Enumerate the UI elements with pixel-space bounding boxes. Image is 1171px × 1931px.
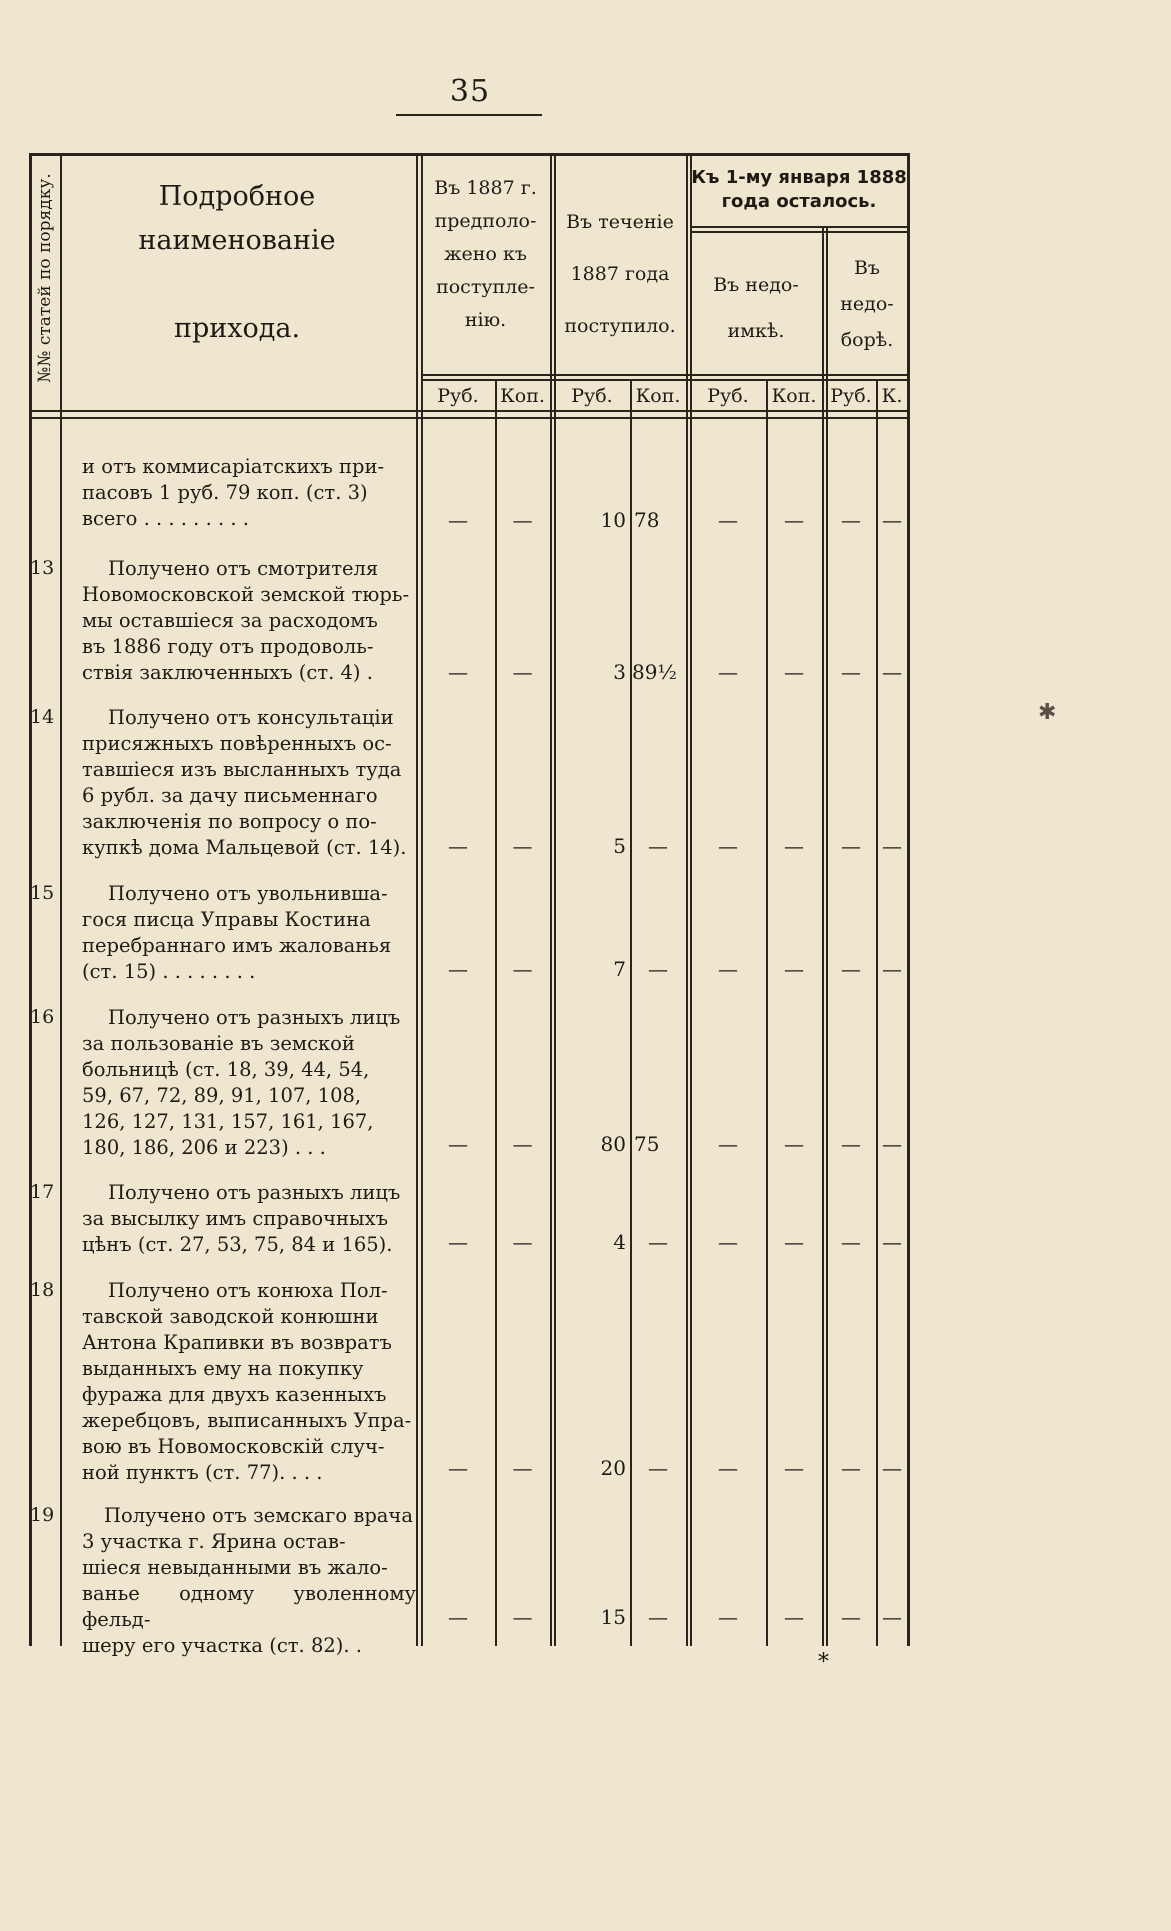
unit-rub: Руб. xyxy=(437,385,479,407)
unit-kop: Коп. xyxy=(635,385,681,407)
stray-ink-mark: * xyxy=(818,1650,829,1675)
stray-ink-mark: ✱ xyxy=(1038,700,1057,725)
arrears-column-header: Въ недо- имкѣ. xyxy=(713,274,799,342)
unit-rub: Руб. xyxy=(830,385,872,407)
remaining-column-header: Къ 1-му января 1888 года осталось. xyxy=(691,167,907,212)
shortfall-column-header: Въ недо- борѣ. xyxy=(840,257,894,351)
ledger-table: №№ статей по порядку. Подробное наименованіе прихода. Въ 1887 г. предполо- жено къ поступле- нію. Въ теченіе 1887 года поступило. Къ 1-му января 1888 года осталось. Въ недо- имкѣ. Въ недо- борѣ. Руб. Коп. Руб. Коп. Руб. Коп. Руб. К. и отъ коммисаріатскихъ при- пасовъ 1 руб. 79 коп. (ст. 3) всего . . . . . . . . . — — 10 78 — — — — 13 Получено отъ смотрителя Новомосковской земской тюрь- мы оставшіеся за расходомъ въ 1886 году отъ продоволь- ствія заключенныхъ (ст. 4) . — — 3 89½ — — — — 14 Получено отъ консультаціи присяжныхъ повѣренныхъ ос- тавшіеся изъ высланныхъ туда 6 рубл. за дачу письменнаго заключенія по вопросу о по- купкѣ дома Мальцевой (ст. 14). — — 5 — — — — — 15 Получено отъ увольнивша- гося писца Управы Костина перебраннаго имъ жалованья (ст. 15) . . . . . . . . — — 7 — — — — — 16 Получено отъ разныхъ лицъ за пользованіе въ земской больницѣ (ст. 18, 39, 44, 54, 59, 67, 72, 89, 91, 107, 108, 126, 127, 131, 157, 161, 167, 180, 186, 206 и 223) . . . — — 80 75 — — — — 17 Получено отъ разныхъ лицъ за высылку имъ справочныхъ цѣнъ (ст. 27, 53, 75, 84 и 165). — — 4 — — — — — 18 Получено отъ конюха Пол- тавской заводской конюшни Антона Крапивки въ возвратъ выданныхъ ему на покупку фуража для двухъ казенныхъ жеребцовъ, выписанныхъ Упра- вою въ Новомосковскій случ- ной пунктъ (ст. 77). . . . — — 20 — — — — — 19 Получено отъ земскаго врача 3 участка г. Ярина остав- шіеся невыданными въ жало- ванье одному уволенному фельд- шеру его участка (ст. 82). . — — 15 — — — — — xyxy=(0,0,1171,1931)
unit-kop: К. xyxy=(881,385,903,407)
unit-kop: Коп. xyxy=(771,385,817,407)
index-column-header: №№ статей по порядку. xyxy=(35,172,55,383)
received-column-header: Въ теченіе 1887 года поступило. xyxy=(564,211,676,337)
unit-rub: Руб. xyxy=(707,385,749,407)
unit-kop: Коп. xyxy=(500,385,545,407)
page-number: 35 xyxy=(449,74,491,109)
planned-column-header: Въ 1887 г. предполо- жено къ поступле- нію. xyxy=(434,177,537,331)
name-column-header: Подробное наименованіе прихода. xyxy=(138,181,336,344)
unit-rub: Руб. xyxy=(571,385,613,407)
